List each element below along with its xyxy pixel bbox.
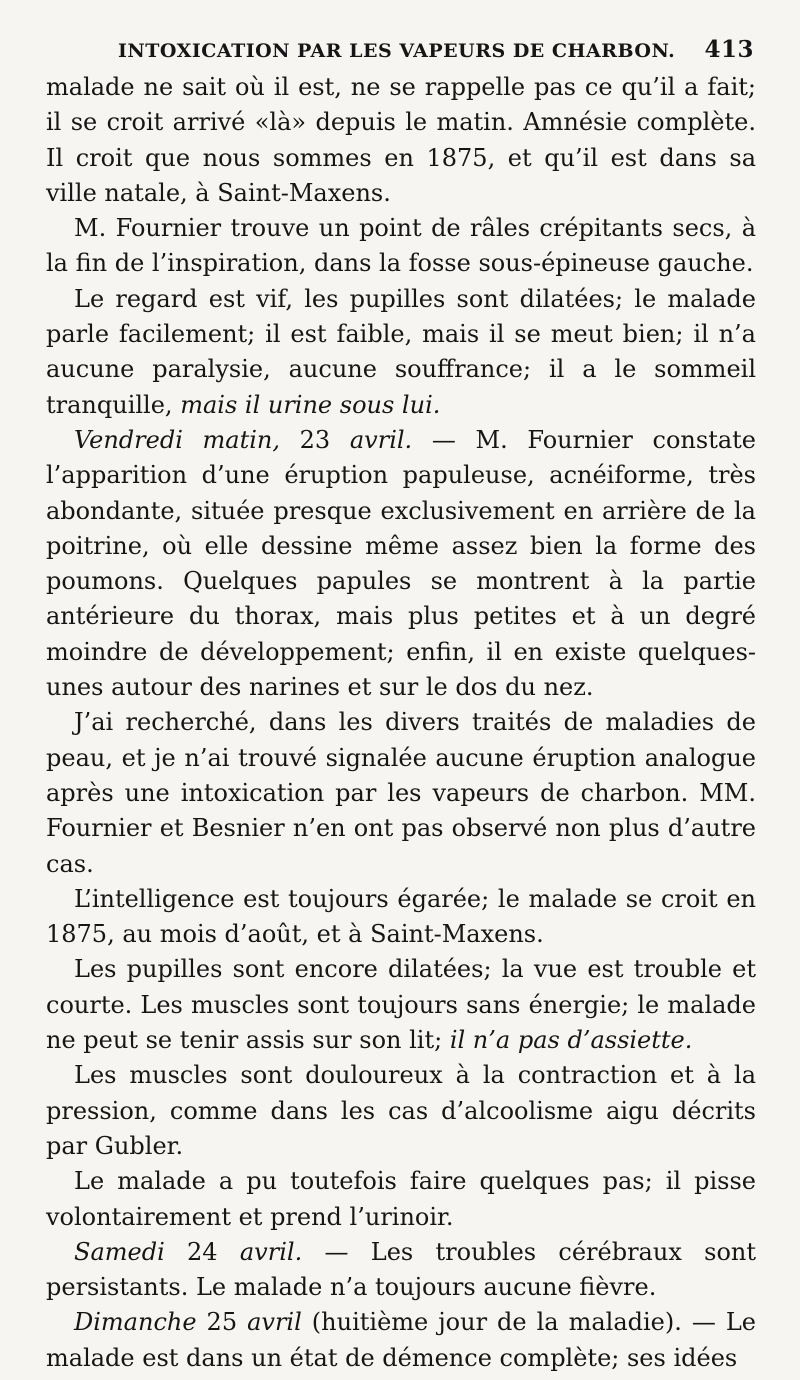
paragraph [46,70,756,211]
text-run: J’ai recherché, dans les divers traités de maladies de peau, et je n’ai trouvé signalée aucune éruption analogue après une intoxication par les vapeurs de charbon. MM. Fournier et Besnier n’en ont pas observé non plus d’autre cas. [46,708,756,878]
paragraph [46,211,756,282]
text-run: — M. Fournier constate l’apparition d’une éruption papuleuse, acnéiforme, très abondante, située presque exclusivement en arrière de la poitrine, où elle dessine même assez bien la forme des poumons. Quelques papules se montrent à la partie antérieure du thorax, mais plus petites et à un degré moindre de développement; enfin, il en existe quelques-unes autour des narines et sur le dos du nez. [46,425,757,702]
paragraph [46,423,756,705]
text-run: malade ne sait où il est, ne se rappelle pas ce qu’il a fait; il se croit arrivé «là» depuis le matin. Amnésie complète. Il croit que nous sommes en 1875, et qu’il est dans sa ville natale, à Saint-Maxens. [46,73,756,207]
italic-text: Vendredi matin, [74,425,280,454]
paragraph [46,705,756,881]
italic-text: avril [247,1308,302,1337]
text-run: 25 [196,1308,248,1337]
paragraph [46,1058,756,1164]
text-run: M. Fournier trouve un point de râles crépitants secs, à la fin de l’inspiration, dans la fosse sous-épineuse gauche. [46,214,756,278]
text-run: Les pupilles sont encore dilatées; la vue est trouble et courte. Les muscles sont toujours sans énergie; le malade ne peut se tenir assis sur son lit; [46,955,756,1055]
text-run: Le malade a pu toutefois faire quelques pas; il pisse volontairement et prend l’urinoir. [46,1167,756,1231]
text-run: Les muscles sont douloureux à la contraction et à la pression, comme dans les cas d’alcoolisme aigu décrits par Gubler. [46,1061,756,1160]
text-run: L’intelligence est toujours égarée; le malade se croit en 1875, au mois d’août, et à Saint-Maxens. [46,884,756,949]
italic-text: Samedi [74,1237,165,1266]
paragraph [46,1305,756,1376]
italic-text: mais il urine sous lui. [180,390,441,419]
running-header [118,36,754,70]
italic-text: avril. [239,1237,303,1266]
text-run: (huitième jour de la maladie). — Le malade est dans un état de démence complète; ses idées [46,1308,757,1372]
paragraph [46,1235,756,1306]
page-number: 413 [704,36,754,63]
running-title: INTOXICATION PAR LES VAPEURS DE CHARBON. [118,40,676,62]
paragraph [46,952,756,1058]
paragraph [46,1164,756,1235]
text-run: — Les troubles cérébraux sont persistants. Le malade n’a toujours aucune fièvre. [46,1237,757,1302]
italic-text: il n’a pas d’assiette. [449,1026,693,1055]
italic-text: avril. [349,425,413,454]
text-run: 24 [164,1237,240,1266]
text-run: Le regard est vif, les pupilles sont dilatées; le malade parle facilement; il est faible, mais il se meut bien; il n’a aucune paralysie, aucune souffrance; il a le sommeil tranquille, [46,284,756,419]
italic-text: Dimanche [74,1308,197,1337]
paragraph [46,882,756,953]
body-text [46,70,756,1376]
text-run: 23 [280,425,350,454]
paragraph [46,282,756,423]
